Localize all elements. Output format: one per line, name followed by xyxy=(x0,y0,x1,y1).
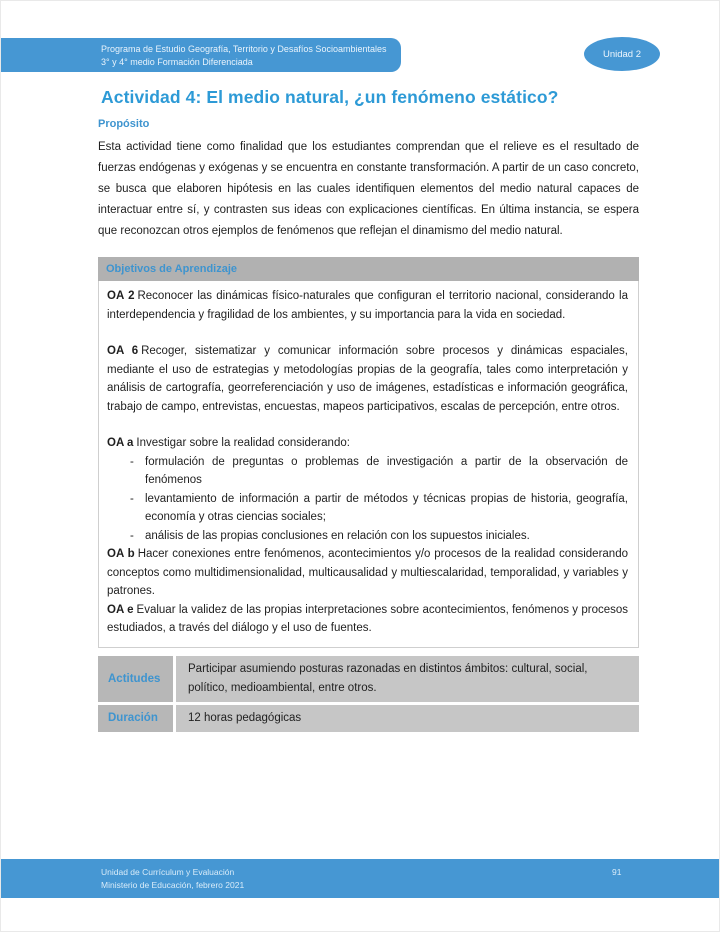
oab-label: OA b xyxy=(107,548,135,560)
oa-block-oa6 xyxy=(107,342,628,416)
oa2-label: OA 2 xyxy=(107,290,135,302)
oa6-label: OA 6 xyxy=(107,345,139,357)
oaa-bullet-1 xyxy=(107,453,628,490)
oaa-bullet-2 xyxy=(107,490,628,527)
oaa-bullet-2-text: levantamiento de información a partir de métodos y técnicas propias de historia, geografía, economía y otras ciencias sociales; xyxy=(145,492,628,523)
oa-block-oab xyxy=(107,545,628,601)
oa2-text: Reconocer las dinámicas físico-naturales que configuran el territorio nacional, considerando la interdependencia y fragilidad de los ambientes, y su importancia para la vida en sociedad. xyxy=(107,290,628,321)
actitudes-label-cell: Actitudes xyxy=(98,656,173,702)
proposito-text: Esta actividad tiene como finalidad que los estudiantes comprendan que el relieve es el resultado de fuerzas endógenas y exógenas y se encuentra en constante transformación. A partir de un caso concreto, se busca que elaboren hipótesis en las cuales identifiquen elementos del medio natural capaces de interactuar entre sí, y contrasten sus ideas con explicaciones científicas. En última instancia, se espera que reconozcan otros ejemplos de fenómenos que reflejan el dinamismo del medio natural. xyxy=(98,141,639,237)
duracion-label-cell: Duración xyxy=(98,705,173,732)
duracion-value-cell: 12 horas pedagógicas xyxy=(176,705,639,732)
oab-text: Hacer conexiones entre fenómenos, acontecimientos y/o procesos de la realidad considerando conceptos como multidimensionalidad, multicausalidad y multiescalaridad, temporalidad, y variables y patrones. xyxy=(107,548,628,597)
oaa-bullet-3 xyxy=(107,527,628,546)
header-program-line1: Programa de Estudio Geografía, Territorio y Desafíos Socioambientales xyxy=(101,44,387,54)
objetivos-header: Objetivos de Aprendizaje xyxy=(98,257,639,281)
objetivos-table xyxy=(98,257,639,648)
bullet-dash: - xyxy=(130,455,134,468)
oa-block-oaa xyxy=(107,434,628,453)
oa6-text: Recoger, sistematizar y comunicar información sobre procesos y dinámicas espaciales, mediante el uso de estrategias y metodologías propias de la geografía, tales como interpretación y análisis de cartografía, georreferenciación y uso de imágenes, estadísticas e información geográfica, trabajo de campo, entrevistas, encuestas, mapeos participativos, escalas de percepción, entre otros. xyxy=(107,345,628,413)
oaa-text: Investigar sobre la realidad considerando: xyxy=(136,437,350,449)
oaa-bullet-1-text: formulación de preguntas o problemas de investigación a partir de la observación de fenómenos xyxy=(145,455,628,486)
header-program-line2: 3° y 4° medio Formación Diferenciada xyxy=(101,56,253,67)
attributes-table xyxy=(98,656,639,732)
oa-block-oa2 xyxy=(107,287,628,324)
proposito-label: Propósito xyxy=(98,118,150,130)
activity-title: Actividad 4: El medio natural, ¿un fenómeno estático? xyxy=(101,87,559,107)
footer-line2: Ministerio de Educación, febrero 2021 xyxy=(101,880,245,890)
page-number: 91 xyxy=(612,867,622,877)
oae-text: Evaluar la validez de las propias interpretaciones sobre acontecimientos, fenómenos y procesos estudiados, a través del diálogo y el uso de fuentes. xyxy=(107,603,628,634)
bullet-dash: - xyxy=(130,529,134,542)
bullet-dash: - xyxy=(130,492,134,505)
objetivos-body xyxy=(98,281,639,648)
oae-label: OA e xyxy=(107,603,134,616)
actitudes-value-cell: Participar asumiendo posturas razonadas en distintos ámbitos: cultural, social, político, medioambiental, entre otros. xyxy=(176,656,639,702)
footer-line1: Unidad de Currículum y Evaluación xyxy=(101,867,235,877)
oaa-label: OA a xyxy=(107,437,134,449)
oaa-bullet-3-text: análisis de las propias conclusiones en relación con los supuestos iniciales. xyxy=(145,529,530,542)
unit-badge: Unidad 2 xyxy=(584,37,660,71)
header-band xyxy=(1,38,401,72)
footer-band xyxy=(1,859,720,898)
oa-block-oae xyxy=(107,601,628,638)
page-content xyxy=(98,87,639,732)
footer-institution xyxy=(101,866,244,892)
